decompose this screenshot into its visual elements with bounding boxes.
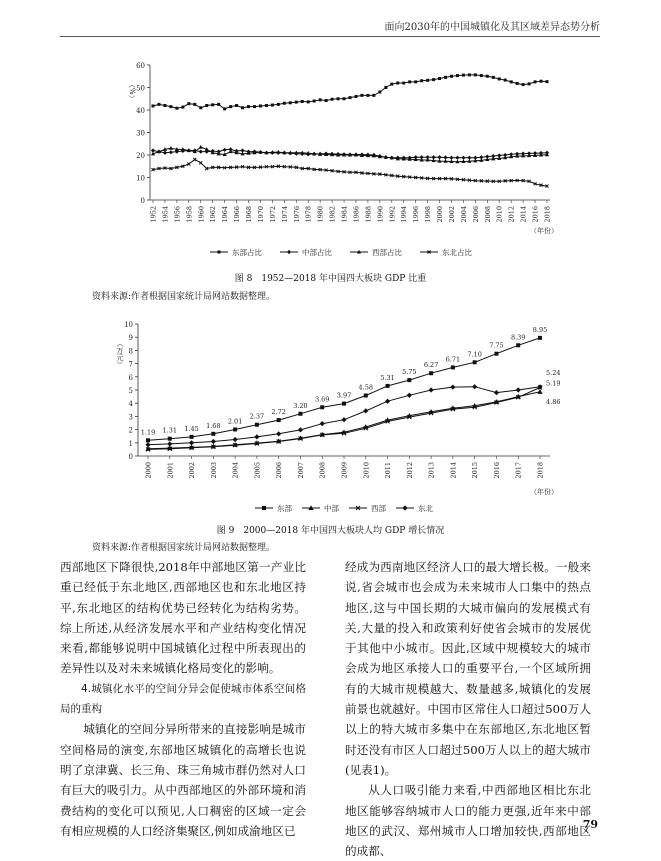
- x-tick-label: 1988: [364, 206, 373, 223]
- square-marker: [360, 94, 363, 97]
- y-tick-label: 7: [128, 360, 133, 369]
- square-marker: [390, 83, 393, 86]
- square-marker: [277, 103, 280, 106]
- square-marker: [253, 105, 256, 108]
- diamond-marker: [407, 393, 412, 398]
- y-tick-label: 10: [136, 174, 145, 183]
- diamond-marker: [363, 408, 368, 413]
- triangle-marker: [169, 146, 173, 150]
- square-marker: [218, 251, 221, 254]
- data-label: 2.72: [271, 408, 286, 417]
- x-tick-label: 2012: [405, 462, 414, 479]
- square-marker: [473, 360, 477, 364]
- x-tick-label: 2017: [514, 462, 523, 479]
- x-tick-label: 1990: [376, 206, 385, 223]
- x-tick-label: 2012: [507, 206, 516, 223]
- square-marker: [262, 506, 266, 510]
- square-marker: [193, 103, 196, 106]
- diamond-marker: [494, 390, 499, 395]
- x-tick-label: 2010: [362, 462, 371, 479]
- x-tick-label: 2016: [531, 206, 540, 223]
- square-marker: [498, 77, 501, 80]
- square-marker: [168, 437, 172, 441]
- diamond-marker: [320, 421, 325, 426]
- x-tick-label: 1966: [233, 206, 242, 223]
- legend-label: 西部占比: [372, 248, 402, 257]
- legend-label: 西部: [371, 504, 386, 513]
- body-paragraph: 西部地区下降很快,2018年中部地区第一产业比重已经低于东北地区,西部地区也和东北地区持平,东北地区的结构优势已经转化为结构劣势。综上所述,从经济发展水平和产业结构变化情况来看,都能够说明中国城镇化过程中所表现出的差异性以及对未来城镇化格局变化的影响。: [60, 560, 306, 676]
- square-marker: [522, 83, 525, 86]
- square-marker: [241, 106, 244, 109]
- series-3: [145, 369, 560, 448]
- square-marker: [396, 82, 399, 85]
- diamond-marker: [437, 155, 441, 159]
- square-marker: [534, 80, 537, 83]
- square-marker: [217, 103, 220, 106]
- square-marker: [420, 79, 423, 82]
- x-tick-label: 2011: [384, 462, 393, 479]
- square-marker: [450, 75, 453, 78]
- legend-item: [396, 503, 433, 513]
- x-tick-label: 1980: [316, 206, 325, 223]
- square-marker: [181, 106, 184, 109]
- data-label: 6.71: [445, 355, 461, 364]
- square-marker: [386, 384, 390, 388]
- square-marker: [378, 91, 381, 94]
- x-tick-label: 2001: [166, 462, 175, 479]
- x-tick-label: 1952: [149, 206, 158, 223]
- x-tick-label: 1968: [245, 205, 254, 223]
- square-marker: [295, 101, 298, 104]
- square-marker: [426, 79, 429, 82]
- triangle-marker: [537, 389, 542, 394]
- y-tick-label: 0: [128, 453, 133, 461]
- square-marker: [540, 80, 543, 83]
- diamond-marker: [443, 155, 447, 159]
- square-marker: [414, 80, 417, 83]
- square-marker: [223, 107, 226, 110]
- data-label: 1.45: [184, 424, 199, 433]
- square-marker: [343, 97, 346, 100]
- square-marker: [516, 343, 520, 347]
- x-tick-label: 2014: [449, 462, 458, 479]
- x-tick-label: 2008: [318, 462, 327, 479]
- square-marker: [349, 96, 352, 99]
- x-tick-label: 1954: [161, 206, 170, 223]
- diamond-marker: [145, 442, 150, 447]
- square-marker: [480, 74, 483, 77]
- square-marker: [462, 74, 465, 77]
- x-tick-label: 1996: [412, 206, 421, 223]
- x-tick-label: 2000: [436, 206, 445, 223]
- x-tick-label: 1962: [209, 206, 218, 223]
- x-tick-label: 1956: [173, 206, 182, 223]
- data-label: 8.39: [510, 333, 526, 342]
- legend: [255, 503, 433, 513]
- square-marker: [510, 80, 513, 83]
- square-marker: [504, 79, 507, 82]
- diamond-marker: [450, 384, 455, 389]
- y-tick-label: 1: [128, 439, 133, 448]
- x-tick-label: 2018: [543, 206, 552, 223]
- x-tick-label: 1970: [256, 206, 265, 223]
- body-paragraph: 经成为西南地区经济人口的最大增长极。一般来说,省会城市也会成为未来城市人口集中的热点地区,这与中国长期的大城市偏向的发展模式有关,大量的投入和政策利好使省会城市的发展优于其他中小城市。因此,区域中规模较大的城市会成为地区承接人口的重要平台,一个区域所拥有的大城市规模越大、数量越多,城镇化的发展前景也就越好。中国市区常住人口超过500万人以上的特大城市多集中在东部地区,东北地区暂时还没有市区人口超过500万人以上的超大城市(见表1)。: [345, 560, 591, 777]
- diamond-marker: [167, 441, 172, 446]
- triangle-marker: [199, 145, 203, 149]
- square-marker: [456, 74, 459, 77]
- diamond-marker: [298, 427, 303, 432]
- x-tick-label: 2013: [427, 462, 436, 479]
- x-tick-label: 2000: [144, 462, 153, 479]
- x-tick-label: 1994: [400, 206, 409, 223]
- cross-marker: [199, 161, 202, 164]
- square-marker: [157, 103, 160, 106]
- legend-label: 中部占比: [302, 248, 332, 257]
- y-tick-label: 2: [128, 426, 133, 435]
- body-paragraph: 从人口吸引能力来看,中西部地区相比东北地区能够容纳城市人口的能力更强,近年来中部地区的武汉、郑州城市人口增加较快,西部地区的成都、: [345, 783, 591, 859]
- legend-item: [280, 247, 332, 257]
- square-marker: [199, 106, 202, 109]
- x-tick-label: 2007: [296, 462, 305, 479]
- x-axis-label: （年份）: [530, 227, 558, 235]
- square-marker: [432, 78, 435, 81]
- diamond-marker: [211, 439, 216, 444]
- x-tick-label: 2016: [492, 462, 501, 479]
- diamond-marker: [199, 150, 203, 154]
- left-column: [60, 557, 306, 841]
- x-tick-label: 2003: [209, 462, 218, 479]
- data-label: 5.19: [546, 379, 561, 388]
- diamond-marker: [472, 384, 477, 389]
- data-label: 4.86: [546, 397, 561, 406]
- x-tick-label: 1992: [388, 206, 397, 223]
- x-tick-label: 1998: [424, 206, 433, 223]
- legend-item: [302, 503, 339, 513]
- square-marker: [175, 107, 178, 110]
- legend-item: [210, 247, 262, 257]
- diamond-marker: [254, 434, 259, 439]
- x-tick-label: 2009: [340, 462, 349, 479]
- right-column: [345, 557, 591, 861]
- section-heading: 4.城镇化水平的空间分异会促使城市体系空间格局的重构: [60, 682, 306, 716]
- square-marker: [331, 98, 334, 101]
- x-tick-label: 2008: [483, 206, 492, 223]
- x-tick-label: 2006: [471, 206, 480, 223]
- diamond-marker: [233, 437, 238, 442]
- diamond-marker: [287, 250, 291, 254]
- data-label: 3.20: [293, 401, 308, 410]
- square-marker: [235, 104, 238, 107]
- square-marker: [211, 103, 214, 106]
- square-marker: [190, 435, 194, 439]
- y-tick-label: 8: [128, 347, 133, 356]
- square-marker: [277, 418, 281, 422]
- x-tick-label: 2015: [471, 462, 480, 479]
- square-marker: [342, 402, 346, 406]
- x-tick-label: 1984: [340, 206, 349, 223]
- square-marker: [229, 105, 232, 108]
- data-label: 2.37: [249, 412, 265, 421]
- data-label: 1.31: [162, 426, 178, 435]
- y-tick-label: 4: [128, 400, 133, 409]
- x-tick-label: 1964: [221, 206, 230, 223]
- data-label: 8.95: [532, 325, 548, 334]
- data-label: 4.58: [358, 383, 374, 392]
- legend-label: 东部占比: [232, 248, 262, 257]
- data-label: 1.19: [140, 428, 156, 437]
- legend-label: 中部: [324, 504, 339, 513]
- square-marker: [402, 82, 405, 85]
- diamond-marker: [223, 148, 227, 152]
- data-label: 3.97: [336, 391, 352, 400]
- square-marker: [372, 94, 375, 97]
- x-tick-label: 1958: [185, 206, 194, 223]
- square-marker: [259, 104, 262, 107]
- y-tick-label: 6: [128, 373, 133, 382]
- square-marker: [271, 104, 274, 107]
- legend-item: [350, 247, 402, 257]
- square-marker: [429, 371, 433, 375]
- square-marker: [289, 101, 292, 104]
- square-marker: [486, 75, 489, 78]
- header-rule: [60, 36, 600, 37]
- diamond-marker: [461, 156, 465, 160]
- square-marker: [546, 80, 549, 83]
- x-tick-label: 1960: [197, 206, 206, 223]
- square-marker: [247, 105, 250, 108]
- figure9-chart: [0, 311, 661, 526]
- series-0: [141, 326, 547, 442]
- y-tick-label: 50: [136, 84, 145, 93]
- square-marker: [152, 104, 155, 107]
- x-tick-label: 2018: [536, 462, 545, 479]
- square-marker: [366, 94, 369, 97]
- square-marker: [468, 73, 471, 76]
- square-marker: [146, 438, 150, 442]
- square-marker: [438, 77, 441, 80]
- y-tick-label: 0: [140, 197, 145, 205]
- square-marker: [320, 405, 324, 409]
- data-label: 5.24: [546, 368, 561, 377]
- square-marker: [265, 104, 268, 107]
- square-marker: [255, 423, 259, 427]
- y-tick-label: 10: [124, 321, 133, 329]
- x-tick-label: 2004: [231, 462, 240, 479]
- legend: [210, 247, 472, 257]
- square-marker: [325, 99, 328, 102]
- diamond-marker: [276, 431, 281, 436]
- diamond-marker: [189, 440, 194, 445]
- figure8-source: 资料来源:作者根据国家统计局网站数据整理。: [92, 292, 276, 302]
- square-marker: [494, 352, 498, 356]
- legend-label: 东北: [418, 504, 433, 513]
- diamond-marker: [449, 156, 453, 160]
- x-tick-label: 1982: [328, 206, 337, 223]
- data-label: 7.75: [489, 341, 504, 350]
- square-marker: [283, 102, 286, 105]
- x-tick-label: 2014: [519, 206, 528, 223]
- data-label: 5.75: [402, 368, 417, 377]
- x-tick-label: 1976: [292, 206, 301, 223]
- y-tick-label: 30: [136, 129, 145, 138]
- square-marker: [211, 432, 215, 436]
- legend-item: [349, 503, 386, 513]
- diamond-marker: [455, 156, 459, 160]
- y-tick-label: 3: [128, 413, 133, 422]
- square-marker: [407, 378, 411, 382]
- y-axis-label: （%）: [128, 81, 136, 102]
- cross-marker: [193, 158, 196, 161]
- series-0: [152, 73, 549, 110]
- square-marker: [169, 105, 172, 108]
- y-tick-label: 40: [136, 107, 145, 115]
- running-title: 面向2030年的中国城镇化及其区域差异态势分析: [384, 22, 600, 33]
- y-tick-label: 20: [136, 152, 145, 160]
- x-tick-label: 2010: [495, 206, 504, 223]
- x-tick-label: 1986: [352, 206, 361, 223]
- square-marker: [187, 102, 190, 105]
- x-tick-label: 1974: [280, 206, 289, 223]
- square-marker: [307, 100, 310, 103]
- square-marker: [163, 104, 166, 107]
- square-marker: [205, 104, 208, 107]
- data-label: 2.01: [227, 417, 243, 426]
- x-tick-label: 1972: [268, 206, 277, 223]
- square-marker: [516, 82, 519, 85]
- diamond-marker: [169, 150, 173, 154]
- diamond-marker: [341, 417, 346, 422]
- diamond-marker: [429, 387, 434, 392]
- legend-item: [420, 247, 472, 257]
- square-marker: [354, 95, 357, 98]
- data-label: 5.31: [380, 373, 395, 382]
- square-marker: [451, 365, 455, 369]
- data-label: 7.10: [467, 350, 482, 359]
- x-tick-label: 2002: [447, 206, 456, 223]
- diamond-marker: [163, 151, 167, 155]
- square-marker: [384, 86, 387, 89]
- square-marker: [301, 100, 304, 103]
- x-tick-label: 2005: [253, 462, 262, 479]
- series-2: [151, 145, 549, 163]
- x-axis-label: （年份）: [530, 488, 558, 496]
- page-number: 79: [582, 818, 598, 831]
- diamond-marker: [385, 399, 390, 404]
- y-tick-label: 60: [136, 62, 145, 70]
- square-marker: [408, 80, 411, 83]
- data-label: 1.68: [206, 421, 221, 430]
- body-paragraph: 城镇化的空间分异所带来的直接影响是城市空间格局的演变,东部地区城镇化的高增长也说明了京津冀、长三角、珠三角城市群仍然对人口有巨大的吸引力。从中西部地区的外部环境和消费结构的变化可以预见,人口稠密的区域一定会有相应规模的人口经济集聚区,例如成渝地区已: [60, 722, 306, 838]
- y-axis-label: （万元）: [116, 340, 124, 368]
- square-marker: [313, 100, 316, 103]
- legend-item: [255, 503, 292, 513]
- square-marker: [528, 82, 531, 85]
- legend-label: 东部: [277, 504, 292, 513]
- square-marker: [492, 76, 495, 79]
- square-marker: [364, 394, 368, 398]
- diamond-marker: [402, 505, 407, 510]
- y-tick-label: 9: [128, 334, 133, 343]
- square-marker: [444, 76, 447, 79]
- series-3: [152, 158, 549, 188]
- x-tick-label: 2004: [459, 206, 468, 223]
- square-marker: [233, 427, 237, 431]
- square-marker: [337, 97, 340, 100]
- diamond-marker: [516, 387, 521, 392]
- figure9-source: 资料来源:作者根据国家统计局网站数据整理。: [92, 543, 276, 553]
- data-label: 6.27: [423, 361, 439, 370]
- legend-label: 东北占比: [442, 248, 472, 257]
- x-tick-label: 1978: [304, 206, 313, 223]
- square-marker: [474, 73, 477, 76]
- x-tick-label: 2006: [275, 462, 284, 479]
- y-tick-label: 5: [128, 387, 133, 395]
- figure8-caption: 图 8 1952—2018 年中国四大板块 GDP 比重: [234, 274, 427, 284]
- square-marker: [298, 412, 302, 416]
- square-marker: [319, 98, 322, 101]
- data-label: 3.69: [314, 395, 330, 404]
- square-marker: [538, 336, 542, 340]
- figure9-caption: 图 9 2000—2018 年中国四大板块人均 GDP 增长情况: [216, 526, 445, 536]
- x-tick-label: 2002: [188, 462, 197, 479]
